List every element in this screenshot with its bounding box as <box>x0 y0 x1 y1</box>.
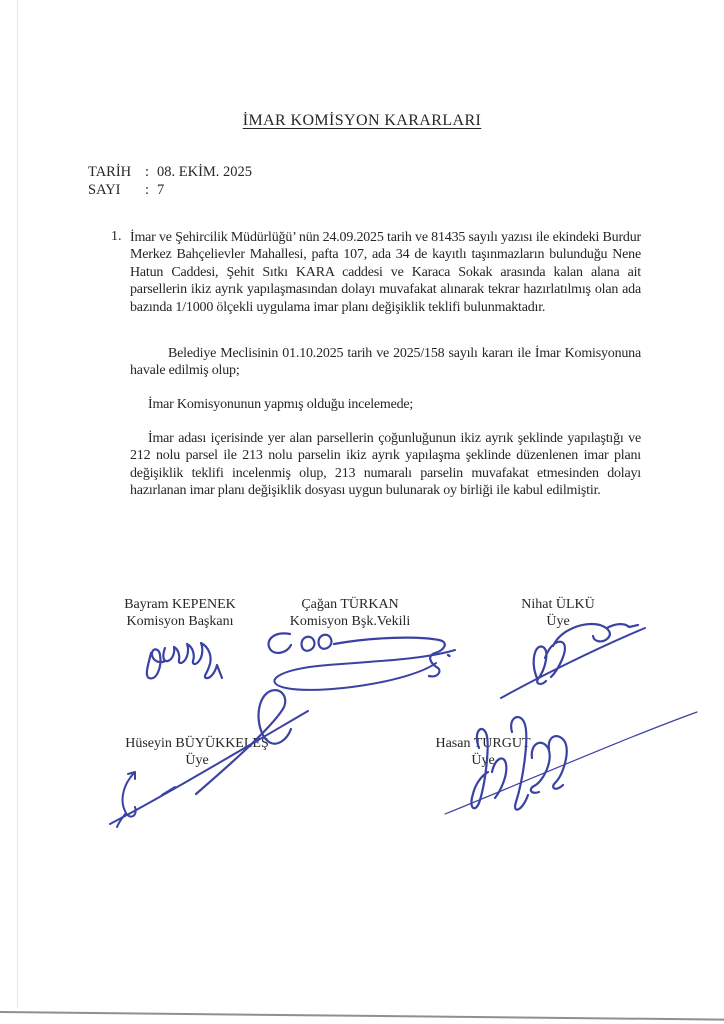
date-label: TARİH <box>88 164 132 180</box>
number-label: SAYI <box>88 181 121 198</box>
document-meta <box>88 164 252 199</box>
signatory-name: Çağan TÜRKAN <box>301 597 399 612</box>
meta-date-row <box>88 164 252 182</box>
signatory-title: Üye <box>185 753 209 768</box>
signatory-name: Nihat ÜLKÜ <box>521 597 595 612</box>
signatory-block <box>488 596 628 630</box>
date-value: 08. EKİM. 2025 <box>157 164 253 180</box>
date-colon: : <box>145 164 150 180</box>
paragraph-council-referral: Belediye Meclisinin 01.10.2025 tarih ve 2025/158 sayılı kararı ile İmar Komisyonuna havale edilmiş olup; <box>130 346 641 379</box>
signatory-block <box>285 596 415 630</box>
scan-edge-left-line <box>17 0 18 1008</box>
meta-number-row <box>88 182 252 200</box>
signatory-name: Hasan TURGUT <box>435 736 531 751</box>
signatory-name: Bayram KEPENEK <box>124 597 236 612</box>
number-value: 7 <box>157 181 165 198</box>
signatory-title: Üye <box>471 753 495 768</box>
signatory-block <box>403 735 563 769</box>
paragraph-commission-review: İmar Komisyonunun yapmış olduğu incelemede; <box>148 397 414 412</box>
document-title: İMAR KOMİSYON KARARLARI <box>242 112 482 129</box>
signatory-title: Komisyon Başkanı <box>126 614 234 629</box>
signatory-title: Komisyon Bşk.Vekili <box>289 614 411 629</box>
number-colon: : <box>145 181 150 198</box>
signature-ink-cagan-turkan <box>258 622 463 722</box>
signatory-title: Üye <box>546 614 570 629</box>
signature-ink-bayram-kepenek <box>138 628 248 683</box>
paragraph-decision-conclusion: İmar adası içerisinde yer alan parsellerin çoğunluğunun ikiz ayrık şeklinde yapılaştığı ve 212 nolu parsel ile 213 nolu parselin ikiz ayrık yapılaşma şeklinde düzenlenen imar planı değişiklik teklifi incelenmiş olup, 213 numaralı parselin muvafakat etmesinden dolayı hazırlanan imar planı değişiklik dosyası uygun bulunarak oy birliği ile kabul edilmiştir. <box>130 431 641 499</box>
signatory-block <box>117 735 277 769</box>
decision-item-number: 1. <box>111 229 122 244</box>
scan-edge-bottom-line <box>0 1011 724 1021</box>
signatory-block <box>118 596 242 630</box>
decision-item-text: İmar ve Şehircilik Müdürlüğü’ nün 24.09.2025 tarih ve 81435 sayılı yazısı ile ekindeki Burdur Merkez Bahçelievler Mahallesi, pafta 107, ada 34 de kayıtlı taşınmazların bulunduğu Nene Hatun Caddesi, Şehit Sıtkı KARA caddesi ve Karaca Sokak arasında kalan alana ait parsellerin ikiz ayrık yapılaşmasından dolayı muvafakat alınarak tekrar hazırlatılmış olan ada bazında 1/1000 ölçekli uygulama imar planı değişiklik teklifi bulunmaktadır. <box>130 230 641 315</box>
signatory-name: Hüseyin BÜYÜKKELEŞ <box>125 736 269 751</box>
